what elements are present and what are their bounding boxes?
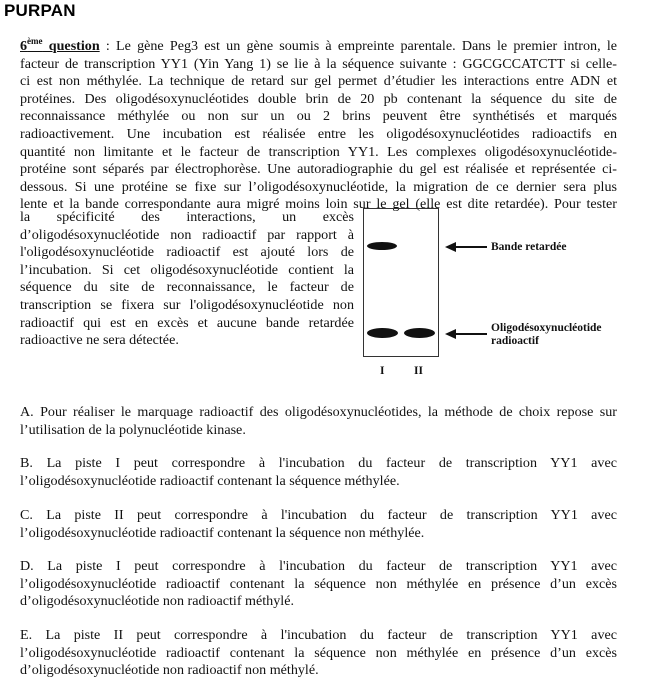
question-number-suffix: ème	[27, 36, 43, 46]
option-d-line-3: d’oligodésoxynucléotide non radioactif méthylé.	[20, 593, 294, 610]
side-line-1: d’oligodésoxynucléotide non radioactif par rapport à	[20, 226, 354, 243]
side-line-6: radioactif qui est en excès et aucune bande retardée	[20, 314, 354, 331]
question-side-text	[20, 209, 354, 350]
label-free-probe-line-2: radioactif	[491, 335, 539, 347]
option-d-line-1: D. La piste I peut correspondre à l'incubation du facteur de transcription YY1 avec	[20, 558, 617, 574]
intro-line-8: dessous. Si une protéine se fixe sur l’oligodésoxynucléotide, la migration de ce dernier sera plus	[20, 178, 617, 195]
side-line-0: la spécificité des interactions, un excès	[20, 209, 354, 225]
school-header: PURPAN	[4, 1, 76, 20]
arrow-retarded-shaft	[452, 246, 487, 248]
option-d	[20, 558, 617, 611]
lane-label-2: II	[414, 365, 423, 377]
label-free-probe	[491, 322, 602, 348]
band-lane-2-free-probe	[404, 328, 435, 338]
side-line-5: transcription se fixera sur l'oligodésoxynucléotide non	[20, 296, 354, 313]
label-free-probe-line-1: Oligodésoxynucléotide	[491, 322, 602, 334]
question-number-digit: 6	[20, 38, 28, 54]
intro-line-9: lente et la bande correspondante aura migré moins loin sur le gel (elle est dite retardée). Pour tester	[20, 196, 617, 213]
option-c	[20, 507, 617, 542]
side-line-2: l'oligodésoxynucléotide radioactif est ajouté lors de	[20, 244, 354, 261]
side-line-4: séquence du site de reconnaissance, le facteur de	[20, 279, 354, 296]
option-a-line-2: l’utilisation de la polynucléotide kinase.	[20, 421, 246, 438]
option-e-line-3: d’oligodésoxynucléotide non radioactif non méthylé.	[20, 662, 319, 679]
intro-line-2: ci est non méthylée. La technique de retard sur gel permet d’étudier les interactions entre ADN et	[20, 73, 617, 90]
label-retarded-band: Bande retardée	[491, 241, 567, 253]
intro-line-7: protéine sont séparés par électrophorèse. Une autoradiographie du gel est réalisée et représentée ci-	[20, 161, 617, 178]
intro-line-3: protéines. Des oligodésoxynucléotides double brin de 20 pb contenant la séquence du site de	[20, 90, 617, 107]
option-b-line-1: B. La piste I peut correspondre à l'incubation du facteur de transcription YY1 avec	[20, 455, 617, 471]
option-c-line-2: l’oligodésoxynucléotide radioactif contenant la séquence non méthylée.	[20, 524, 425, 541]
intro-line-5: radioactivement. Une incubation est réalisée entre les oligodésoxynucléotides radioactifs en	[20, 125, 617, 142]
option-d-line-2: l’oligodésoxynucléotide radioactif contenant la séquence non méthylée en présence d’un excès	[20, 575, 617, 592]
side-line-3: l’incubation. Si cet oligodésoxynucléotide contient la	[20, 261, 354, 278]
option-a-line-1: A. Pour réaliser le marquage radioactif des oligodésoxynucléotides, la méthode de choix repose sur	[20, 404, 617, 420]
lane-label-1: I	[380, 365, 385, 377]
option-e-line-1: E. La piste II peut correspondre à l'incubation du facteur de transcription YY1 avec	[20, 627, 617, 643]
option-e-line-2: l’oligodésoxynucléotide radioactif contenant la séquence non méthylée en présence d’un excès	[20, 644, 617, 661]
intro-line-4: reconnaissance méthylée ou non sur un ou 2 brins peuvent être synthétisés et marqués	[20, 108, 617, 125]
intro-line-6: quantité non limitante et le facteur de transcription YY1. Les complexes oligodésoxynucléotide-	[20, 143, 617, 160]
option-a	[20, 404, 617, 439]
band-lane-1-free-probe	[367, 328, 398, 338]
option-e	[20, 627, 617, 680]
intro-line-1: facteur de transcription YY1 (Yin Yang 1) se lie à la séquence suivante : GGCGCCATCTT si celle-	[20, 55, 617, 72]
intro-line-0	[20, 33, 617, 56]
option-b-line-2: l’oligodésoxynucléotide radioactif contenant la séquence méthylée.	[20, 472, 400, 489]
side-line-7: radioactive ne sera détectée.	[20, 332, 179, 349]
arrow-free-probe-shaft	[452, 333, 487, 335]
option-c-line-1: C. La piste II peut correspondre à l'incubation du facteur de transcription YY1 avec	[20, 507, 617, 523]
gel-autoradiograph	[363, 208, 439, 357]
question-number	[20, 38, 100, 54]
band-lane-1-retarded	[367, 242, 397, 250]
question-number-word: question	[42, 38, 100, 54]
option-b	[20, 455, 617, 490]
question-intro	[20, 33, 617, 214]
intro-text-0: : Le gène Peg3 est un gène soumis à empreinte parentale. Dans le premier intron, le	[99, 38, 617, 54]
